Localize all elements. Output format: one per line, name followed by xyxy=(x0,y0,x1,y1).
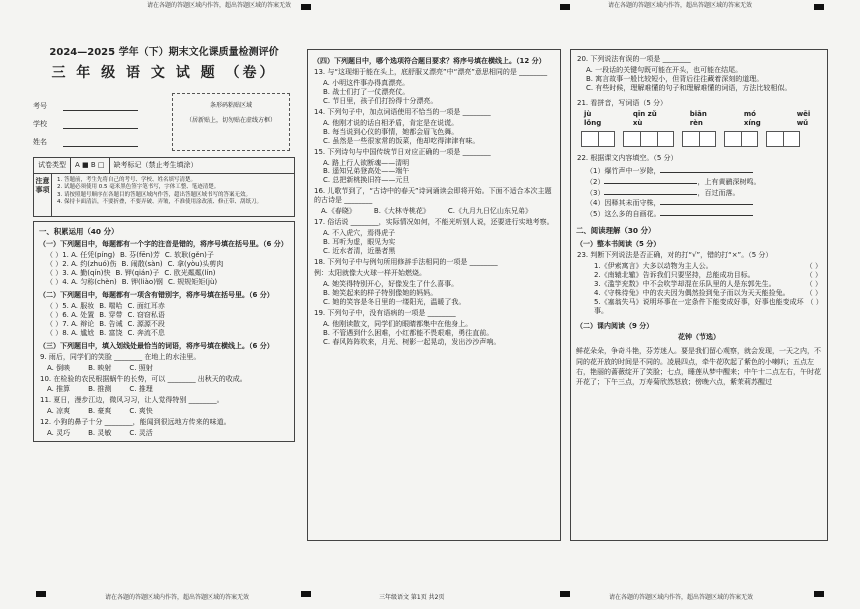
right-column xyxy=(570,45,828,541)
timing-mark xyxy=(814,591,824,597)
name-field[interactable]: 姓名 xyxy=(33,129,143,147)
left-column xyxy=(33,45,295,442)
barcode-area: 条形码粘贴区域 （居新贴上，切勿贴在虚线方框） xyxy=(172,93,290,151)
middle-column xyxy=(307,45,561,541)
timing-mark xyxy=(301,4,311,10)
school-field[interactable]: 学校 xyxy=(33,111,143,129)
candidate-number-field[interactable]: 考号 xyxy=(33,93,143,111)
notice-box: 注意事项 1. 答题前，考生先将自己的考号、学校、姓名填写清楚。 2. 试题必须使用 0.5 毫米黑色签字笔书写，字体工整、笔迹清楚。 3. 请按照题号顺序在各题目的答题区域内作答，超出答题区域书写的答案无效。 4. 保持卡面清洁，不要折叠，不要弄破、弄皱，不准使用涂改液、修正带、刮纸刀。 xyxy=(33,173,295,217)
timing-mark xyxy=(560,4,570,10)
top-note: 请在各题的答题区域内作答，超出答题区域的答案无效 xyxy=(147,2,292,9)
right-answer-box: 20. 下列说法有误的一项是 ________ A. 一段话的关键句既可能在开头，也可能在结尾。 B. 寓言故事一般比较短小，但背后往往藏着深刻的道理。 C. 有些时候，理解难懂的句子和理解难懂的词语，方法比较相似。 21. 看拼音，写词语（5 分） jù lǒng qīn zǔ xù biān rèn mó xíng wēi wǔ 22. 根据课文内容填空。（5 分） （1）爆竹声中一岁除， （2） ，上有黄鹂深树鸣。 （3） ，百过而落。 （4）因释其未而守株， （5）这么多的自画花。 二、阅读理解（30 分） （一）整本书阅读（5 分） 23. 判断下列说法是否正确，对的打“√”，错的打“×”。（5 分） 1.《伊索寓言》大多以动物为主人公。 （ ） 2.《南辕北辙》告诉我们只要坚持，总能成功目标。 （ ） 3.《滥竽充数》中不会吹竽却混在乐队里的人是东郭先生。 （ ） 4.《守株待兔》中的农夫因为偶然捡到兔子而以为天天能捡兔。 （ ） 5.《塞翁失马》说明坏事在一定条件下能变成好事，好事也能变成坏事。 （ ） （二）课内阅读（9 分） 花钟（节选） 鲜花朵朵，争奇斗艳，芬芳迷人。要是我们留心观察，就会发现，一天之内，不同的花开放的时间是不同的。凌晨四点，牵牛花吹起了紫色的小喇叭；五点左右，艳丽的蔷薇绽开了笑脸；七点，睡莲从梦中醒来；中午十二点左右，午时花开花了；下午三点，万寿菊欣然怒放；傍晚六点，紫茉莉苏醒过 xyxy=(570,49,828,541)
timing-mark xyxy=(814,4,824,10)
exam-type-row: 试卷类型 A ■ B □ 缺考标记（禁止考生填涂） xyxy=(33,157,295,173)
exam-subtitle: 三 年 级 语 文 试 题 （卷） xyxy=(51,64,277,81)
section-four-box: （四）下列题目中，哪个选项符合题目要求？将序号填在横线上。（12 分） 13. 与“这现细于能在头上，底舒服又漂亮”中“漂亮”意思相同的是 ________ A. 小明这件事办得真漂亮。 B. 战士们打了一仗漂亮仗。 C. 节日里，孩子们打扮得十分漂亮。 14. 下列句子中，加点词语使用不恰当的一项是 ________ A. 他刚才说的话自相矛盾，肯定是在说谎。 B. 每当说到心仪的事情，她都会眉飞色舞。 C. 虽然是一些很家常的饭菜，他却吃得津津有味。 15. 下列诗句与中国传统节日对应正确的一项是 ________ A. 路上行人欲断魂——清明 B. 遥知兄弟登高处——端午 C. 总把新桃换旧符——元旦 16. 儿歌节到了，“古诗中的春天”诗词诵读会即将开始。下面不适合本次主题的古诗是 ________ A.《春晓》 B.《大林寺桃花》 C.《九月九日忆山东兄弟》 17. 俗话说 ________，实际情况如何，不能光听别人说，还要进行实地考察。 A. 不入虎穴，焉得虎子 B. 耳听为虚，眼见为实 C. 近水者清，近墨者黑 18. 下列句子中与例句所用修辞手法相同的一项是 ________ 例：太阳就像大火球一样开始燃烧。 A. 她笑得特别开心，好像发生了什么喜事。 B. 她笑起来的样子特别像她的妈妈。 C. 她的笑容是冬日里的一缕阳光，温暖了我。 19. 下列句子中，没有语病的一项是 ________ A. 他刚读散文，同学们的眼睛都集中在他身上。 B. 不管遇到什么困难，小红都能不畏艰难，勇往直前。 C. 春风阵阵吹来，月光、树影一起晃动，发出沙沙声响。 xyxy=(307,49,561,541)
top-note: 请在各题的答题区域内作答，超出答题区域的答案无效 xyxy=(608,2,753,9)
timing-mark xyxy=(36,591,46,597)
page-info: 三年级语文 第1页 共2页 xyxy=(379,594,445,601)
exam-title: 2024—2025 学年（下）期末文化课质量检测评价 xyxy=(49,47,279,58)
bottom-note: 请在各题的答题区域内作答，超出答题区域的答案无效 xyxy=(609,594,754,601)
timing-mark xyxy=(301,591,311,597)
timing-mark xyxy=(560,591,570,597)
section-one-box: 一、积累运用（40 分） （一）下列题目中，每题都有一个字的注音是错的，将序号填在括号里。（6 分） （ ）1. A. 任凭(píng) B. 芬(fēn)芳 C. 软耿(gěn)子 （ ）2. A. 约(zhuó)伤 B. 闹散(sàn) C. 拿(yòu)头剪肉 （ ）3. A. 勤(qín)快 B. 钾(qián)子 C. 欧光粼粼(lín) （ ）4. A. 匀称(chèn) B. 钾(liào)钢 C. 规规矩矩(jù) （二）下列题目中，每题都有一项含有错别字，将序号填在括号里。（6 分） （ ）5. A. 服妆 B. 喘哈 C. 面红耳赤 （ ）6. A. 处置 B. 穿带 C. 窃窃私语 （ ）7. A. 辩论 B. 告诫 C. 源源不段 （ ）8. A. 尴尬 B. 富饶 C. 奔流不息 （三）下列题目中，填入划线处最恰当的词语，将序号填在横线上。（6 分） 9. 雨后，同学们的笑脸 ________ 在地上的水洼里。 A. 倒映 B. 映射 C. 照射 10. 在检验的农民根据蜗牛的长势，可以 ________ 出秋天的收成。 A. 推算 B. 推测 C. 推理 11. 夏日，漫步江边，微风习习，让人觉得特别 ________。 A. 凉爽 B. 豪爽 C. 爽快 12. 小狗的鼻子十分 ________，能闻到很远地方传来的味道。 A. 灵巧 B. 灵敏 C. 灵活 xyxy=(33,221,295,443)
bottom-note: 请在各题的答题区域内作答，超出答题区域的答案无效 xyxy=(105,594,250,601)
candidate-info xyxy=(33,93,295,151)
